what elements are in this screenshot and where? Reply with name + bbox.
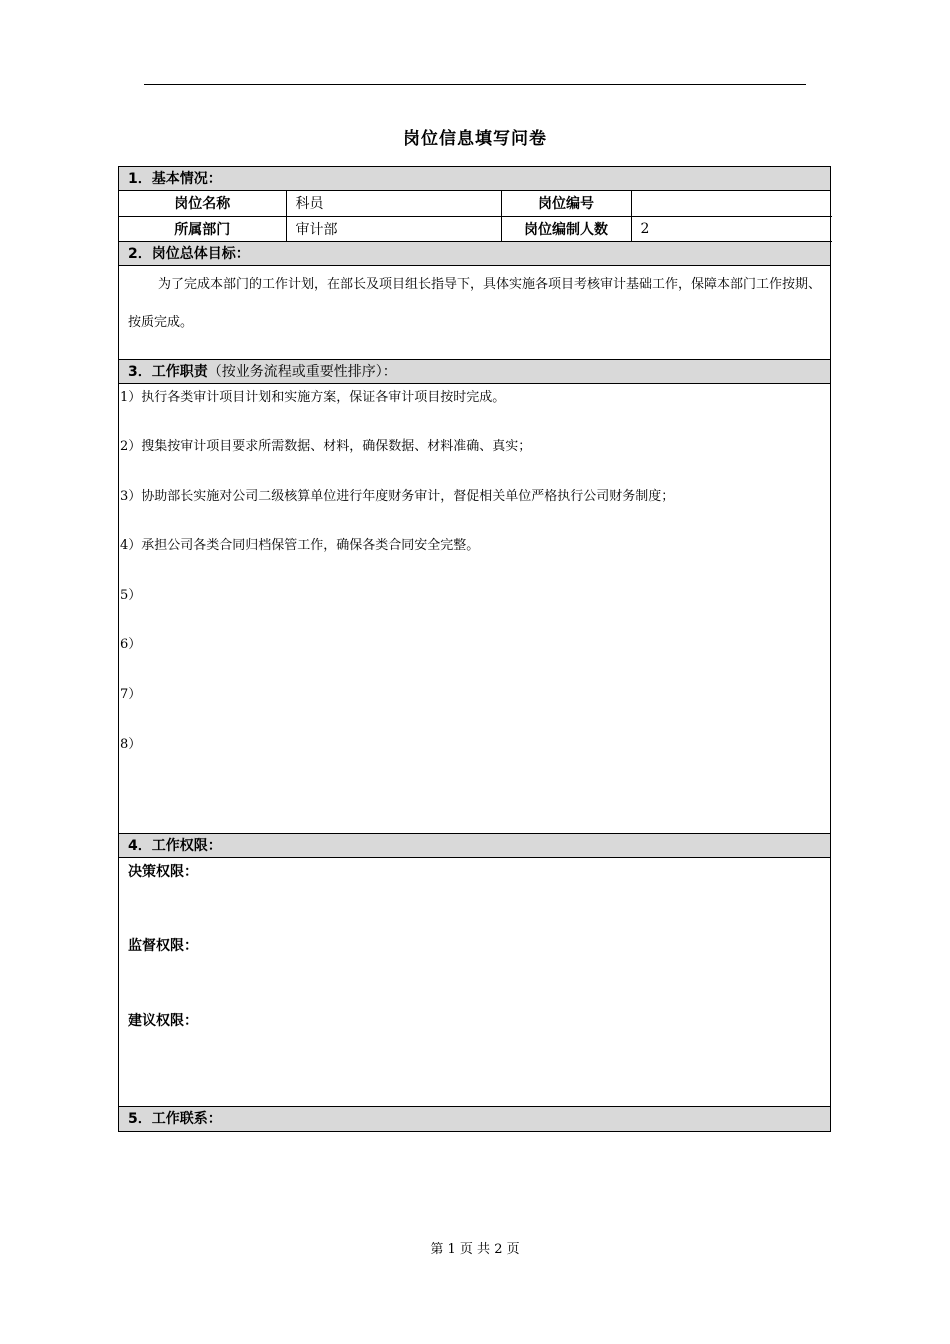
section-duties-heading bbox=[119, 360, 830, 384]
headcount-label: 岗位编制人数 bbox=[501, 216, 631, 241]
position-name-label: 岗位名称 bbox=[119, 191, 286, 216]
department-value[interactable]: 审计部 bbox=[286, 216, 501, 241]
section-contacts-heading: 5．工作联系： bbox=[119, 1107, 830, 1131]
page-footer: 第 1 页 共 2 页 bbox=[430, 1242, 520, 1257]
basic-info-row bbox=[119, 216, 832, 241]
position-name-value[interactable]: 科员 bbox=[286, 191, 501, 216]
department-label: 所属部门 bbox=[119, 216, 286, 241]
section-basic-info-heading: 1．基本情况： bbox=[119, 167, 830, 191]
section-goal-heading: 2．岗位总体目标： bbox=[119, 242, 830, 266]
basic-info-table bbox=[119, 191, 832, 242]
position-code-value[interactable] bbox=[631, 191, 832, 216]
authority-body bbox=[119, 858, 830, 1107]
questionnaire-form bbox=[118, 166, 831, 1132]
decision-authority-label: 决策权限： bbox=[128, 863, 198, 880]
duty-item: 7） bbox=[120, 687, 142, 703]
position-code-label: 岗位编号 bbox=[501, 191, 631, 216]
duty-item: 3）协助部长实施对公司二级核算单位进行年度财务审计，督促相关单位严格执行公司财务制度； bbox=[120, 488, 675, 504]
goal-body bbox=[119, 266, 830, 360]
headcount-value[interactable]: 2 bbox=[631, 216, 832, 241]
duty-item: 4）承担公司各类合同归档保管工作，确保各类合同安全完整。 bbox=[120, 538, 480, 554]
advice-authority-label: 建议权限： bbox=[128, 1012, 198, 1029]
supervision-authority-label: 监督权限： bbox=[128, 938, 198, 954]
duties-heading-note: （按业务流程或重要性排序）： bbox=[207, 363, 397, 380]
duty-item: 1）执行各类审计项目计划和实施方案，保证各审计项目按时完成。 bbox=[120, 389, 506, 405]
section-authority-heading: 4．工作权限： bbox=[119, 834, 830, 858]
duty-item: 2）搜集按审计项目要求所需数据、材料，确保数据、材料准确、真实； bbox=[120, 439, 532, 455]
goal-text: 为了完成本部门的工作计划，在部长及项目组长指导下，具体实施各项目考核审计基础工作，保障本部门工作按期、按质完成。 bbox=[128, 276, 822, 330]
header-rule bbox=[144, 84, 806, 85]
duties-heading-title: 3．工作职责 bbox=[128, 363, 208, 380]
duty-item: 8） bbox=[120, 736, 142, 752]
basic-info-row bbox=[119, 191, 832, 216]
document-title: 岗位信息填写问卷 bbox=[403, 129, 547, 149]
duty-item: 5） bbox=[120, 587, 142, 603]
duties-list bbox=[119, 384, 830, 834]
duty-item: 6） bbox=[120, 637, 142, 653]
